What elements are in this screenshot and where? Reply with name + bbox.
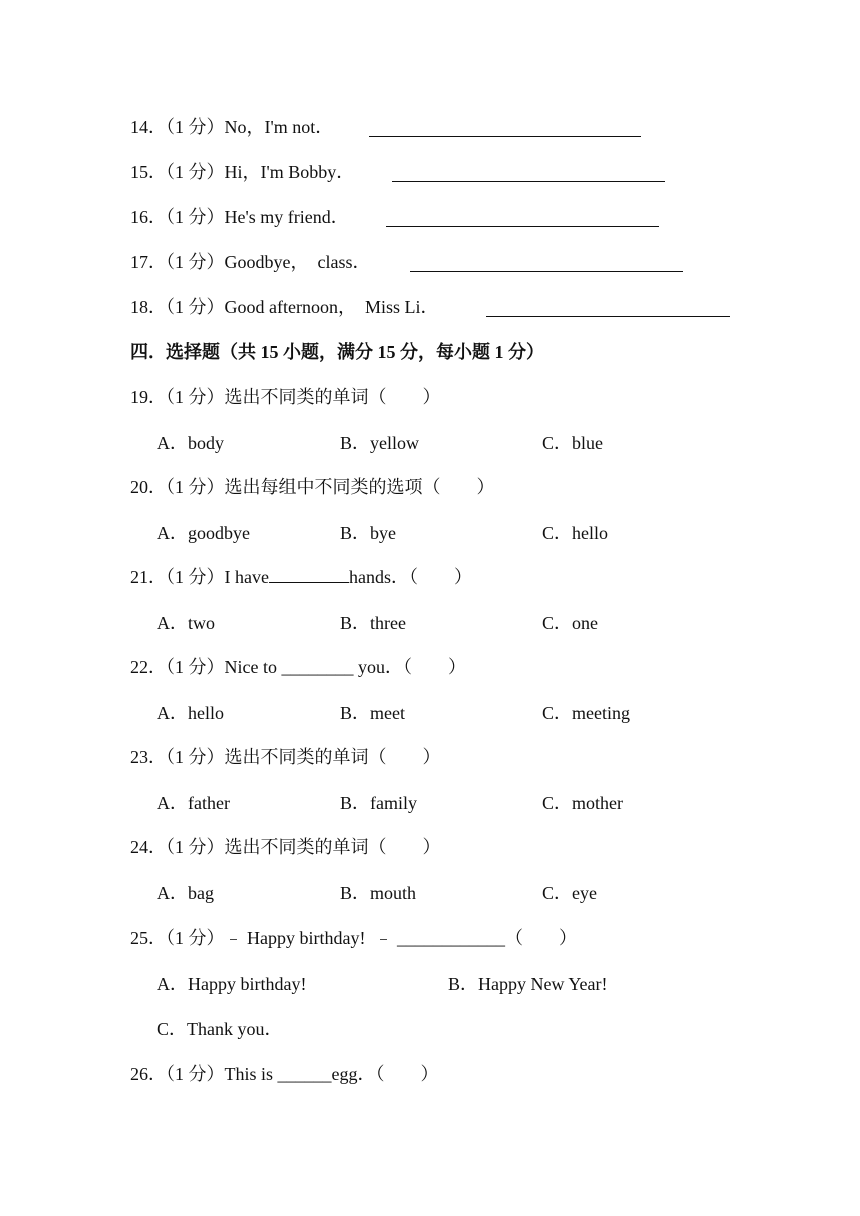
question-stem: ﹣ Happy birthday! ﹣ ____________（ ） bbox=[224, 928, 577, 948]
question-number: 20． bbox=[130, 477, 166, 497]
question-20 bbox=[130, 475, 495, 499]
blank-line[interactable] bbox=[269, 566, 349, 583]
question-15 bbox=[130, 160, 354, 184]
question-number: 17． bbox=[130, 252, 166, 272]
question-21 bbox=[130, 565, 472, 589]
question-25 bbox=[130, 926, 577, 950]
question-18 bbox=[130, 295, 438, 319]
question-score: （1 分） bbox=[166, 117, 225, 137]
question-number: 24． bbox=[130, 837, 166, 857]
option-a[interactable]: A．Happy birthday! bbox=[157, 974, 307, 994]
question-stem: Nice to ________ you．（ ） bbox=[224, 657, 466, 677]
question-26 bbox=[130, 1062, 439, 1086]
question-text: Hi，I'm Bobby． bbox=[224, 162, 355, 182]
option-c[interactable]: C．meeting bbox=[542, 703, 630, 723]
question-number: 16． bbox=[130, 207, 166, 227]
question-16 bbox=[130, 205, 349, 229]
option-c[interactable]: C．hello bbox=[542, 523, 608, 543]
question-score: （1 分） bbox=[166, 207, 225, 227]
option-a[interactable]: A．father bbox=[157, 793, 230, 813]
option-c[interactable]: C．one bbox=[542, 613, 598, 633]
question-24 bbox=[130, 835, 441, 859]
question-score: （1 分） bbox=[166, 837, 225, 857]
answer-line-14[interactable] bbox=[369, 118, 641, 137]
question-text: Good afternoon， Miss Li． bbox=[224, 297, 439, 317]
question-stem: 选出不同类的单词（ ） bbox=[224, 837, 441, 857]
answer-line-15[interactable] bbox=[392, 163, 665, 182]
question-score: （1 分） bbox=[166, 297, 225, 317]
option-b[interactable]: B．bye bbox=[340, 523, 396, 543]
question-stem: 选出不同类的单词（ ） bbox=[224, 747, 441, 767]
option-a[interactable]: A．goodbye bbox=[157, 523, 250, 543]
question-text: He's my friend． bbox=[224, 207, 349, 227]
option-b[interactable]: B．family bbox=[340, 793, 417, 813]
option-c[interactable]: C．eye bbox=[542, 883, 597, 903]
option-c[interactable]: C．Thank you． bbox=[157, 1019, 283, 1039]
option-c[interactable]: C．mother bbox=[542, 793, 623, 813]
question-number: 22． bbox=[130, 657, 166, 677]
question-score: （1 分） bbox=[166, 567, 225, 587]
question-number: 21． bbox=[130, 567, 166, 587]
question-score: （1 分） bbox=[166, 747, 225, 767]
option-b[interactable]: B．Happy New Year! bbox=[448, 974, 608, 994]
section-heading: 四．选择题（共 15 小题，满分 15 分，每小题 1 分） bbox=[130, 342, 544, 362]
question-score: （1 分） bbox=[166, 477, 225, 497]
answer-line-17[interactable] bbox=[410, 253, 683, 272]
option-b[interactable]: B．meet bbox=[340, 703, 405, 723]
question-score: （1 分） bbox=[166, 252, 225, 272]
question-score: （1 分） bbox=[166, 657, 225, 677]
option-a[interactable]: A．body bbox=[157, 433, 224, 453]
option-b[interactable]: B．three bbox=[340, 613, 406, 633]
question-number: 25． bbox=[130, 928, 166, 948]
option-a[interactable]: A．hello bbox=[157, 703, 224, 723]
question-score: （1 分） bbox=[166, 162, 225, 182]
question-number: 23． bbox=[130, 747, 166, 767]
option-a[interactable]: A．two bbox=[157, 613, 215, 633]
option-b[interactable]: B．mouth bbox=[340, 883, 417, 903]
question-stem-after-blank: hands．（ ） bbox=[348, 567, 472, 587]
question-number: 26． bbox=[130, 1064, 166, 1084]
option-b[interactable]: B．yellow bbox=[340, 433, 419, 453]
question-23 bbox=[130, 745, 441, 769]
option-a[interactable]: A．bag bbox=[157, 883, 214, 903]
question-score: （1 分） bbox=[166, 928, 225, 948]
question-22 bbox=[130, 655, 466, 679]
question-14 bbox=[130, 115, 333, 139]
question-stem: This is ______egg．（ ） bbox=[224, 1064, 439, 1084]
answer-line-16[interactable] bbox=[386, 208, 659, 227]
question-number: 14． bbox=[130, 117, 166, 137]
question-score: （1 分） bbox=[166, 1064, 225, 1084]
question-number: 15． bbox=[130, 162, 166, 182]
question-stem: 选出不同类的单词（ ） bbox=[224, 387, 441, 407]
question-score: （1 分） bbox=[166, 387, 225, 407]
question-text: No，I'm not． bbox=[224, 117, 334, 137]
answer-line-18[interactable] bbox=[486, 298, 730, 317]
question-text: Goodbye， class． bbox=[224, 252, 371, 272]
question-number: 18． bbox=[130, 297, 166, 317]
option-c[interactable]: C．blue bbox=[542, 433, 603, 453]
question-stem: 选出每组中不同类的选项（ ） bbox=[224, 477, 495, 497]
question-17 bbox=[130, 250, 370, 274]
question-number: 19． bbox=[130, 387, 166, 407]
question-19 bbox=[130, 385, 441, 409]
question-stem-before-blank: I have bbox=[224, 567, 269, 587]
